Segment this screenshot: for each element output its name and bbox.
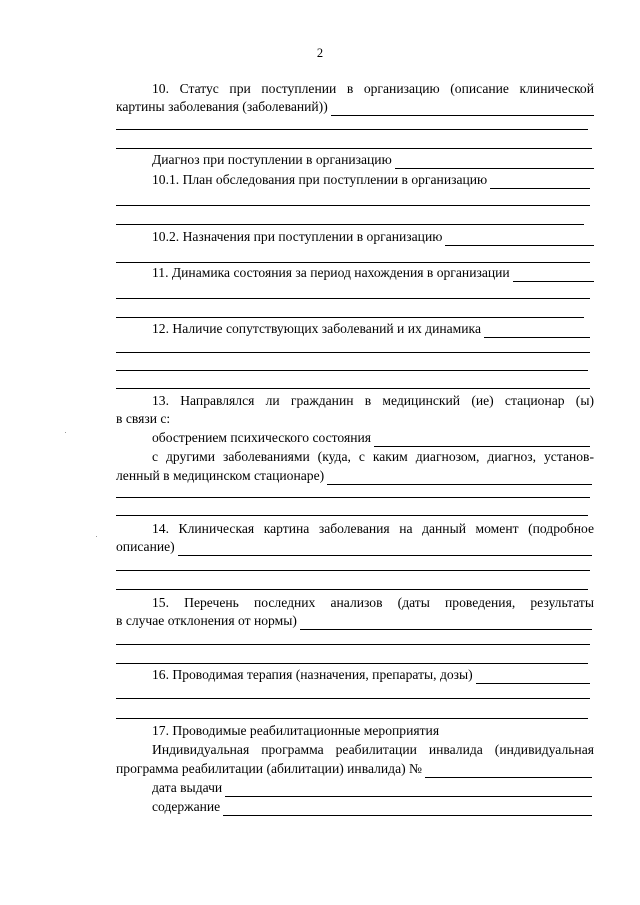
section-17-number-row (116, 760, 592, 778)
section-14-heading (152, 520, 594, 538)
section-12-answer-line[interactable] (116, 370, 588, 371)
section-10-2-row (152, 228, 594, 246)
section-11-answer-line[interactable] (116, 298, 590, 299)
section-17-date-label: дата выдачи (152, 780, 223, 795)
section-13-psych-label: обострением психического состояния (152, 430, 371, 445)
section-10-line2 (116, 98, 594, 116)
section-13-hospital-row (116, 467, 592, 485)
section-12-field[interactable] (484, 324, 590, 338)
section-10-2-field[interactable] (445, 232, 594, 246)
section-10-answer-line[interactable] (116, 129, 588, 130)
section-10-1-field[interactable] (490, 175, 590, 189)
section-10-1-answer-line[interactable] (116, 224, 584, 225)
diagnosis-label: Диагноз при поступлении в организацию (152, 152, 392, 167)
section-10-1-answer-line[interactable] (116, 205, 590, 206)
section-14-answer-line[interactable] (116, 589, 588, 590)
section-10-1-row (152, 171, 590, 189)
section-15-answer-line[interactable] (116, 644, 590, 645)
section-17-program-label: Индивидуальная программа реабилитации инвалида (индивидуальная (152, 742, 594, 757)
scan-speck (65, 432, 66, 433)
section-13-text-line1: 13. Направлялся ли гражданин в медицинский (ие) стационар (ы) (152, 393, 594, 408)
section-13-other-label: с другими заболеваниями (куда, с каким диагнозом, диагноз, установ- (152, 449, 594, 464)
section-17-content-field[interactable] (223, 802, 592, 816)
section-17-content-row (152, 798, 592, 816)
section-10-2-answer-line[interactable] (116, 262, 590, 263)
section-13-psych-field[interactable] (374, 433, 590, 447)
section-17-program-row (152, 741, 594, 759)
section-10-answer-field[interactable] (331, 102, 594, 116)
section-14-line2 (116, 538, 592, 556)
page-number: 2 (316, 46, 324, 60)
section-14-field[interactable] (178, 542, 592, 556)
section-10-text-line2: картины заболевания (заболеваний)) (116, 99, 328, 114)
section-10-heading (152, 80, 594, 98)
section-15-answer-line[interactable] (116, 663, 588, 664)
section-17-number-field[interactable] (425, 764, 592, 778)
section-17-number-label: программа реабилитации (абилитации) инвалида) № (116, 761, 423, 776)
section-14-text-line1: 14. Клиническая картина заболевания на данный момент (подробное (152, 521, 594, 536)
section-15-line2 (116, 612, 592, 630)
section-10-2-label: 10.2. Назначения при поступлении в организацию (152, 229, 443, 244)
section-12-label: 12. Наличие сопутствующих заболеваний и их динамика (152, 321, 481, 336)
section-13-hospital-label: ленный в медицинском стационаре) (116, 468, 325, 483)
section-14-text-line2: описание) (116, 539, 175, 554)
section-13-text-line2: в связи с: (116, 411, 171, 426)
section-11-field[interactable] (513, 268, 594, 282)
section-17-date-field[interactable] (225, 783, 592, 797)
section-15-heading (152, 594, 594, 612)
section-11-answer-line[interactable] (116, 317, 584, 318)
section-10-answer-line[interactable] (116, 148, 592, 149)
section-15-text-line2: в случае отклонения от нормы) (116, 613, 297, 628)
section-15-field[interactable] (300, 616, 592, 630)
section-13-psych-row (152, 429, 590, 447)
diagnosis-field[interactable] (395, 155, 594, 169)
section-16-row (152, 666, 590, 684)
section-11-row (152, 264, 594, 282)
section-16-answer-line[interactable] (116, 718, 588, 719)
section-10-1-label: 10.1. План обследования при поступлении в организацию (152, 172, 488, 187)
section-13-answer-line[interactable] (116, 515, 588, 516)
scan-speck (96, 536, 97, 537)
section-12-answer-line[interactable] (116, 352, 590, 353)
section-12-row (152, 320, 590, 338)
section-17-text-line1: 17. Проводимые реабилитационные мероприятия (152, 723, 440, 738)
section-12-answer-line[interactable] (116, 388, 590, 389)
section-13-heading (152, 392, 594, 410)
section-14-answer-line[interactable] (116, 570, 590, 571)
section-10-text-line1: 10. Статус при поступлении в организацию (описание клинической (152, 81, 594, 96)
section-17-date-row (152, 779, 592, 797)
section-16-label: 16. Проводимая терапия (назначения, препараты, дозы) (152, 667, 473, 682)
diagnosis-row (152, 151, 594, 169)
section-11-label: 11. Динамика состояния за период нахождения в организации (152, 265, 510, 280)
section-17-content-label: содержание (152, 799, 221, 814)
section-13-line2 (116, 410, 316, 428)
section-15-text-line1: 15. Перечень последних анализов (даты проведения, результаты (152, 595, 594, 610)
section-16-field[interactable] (476, 670, 590, 684)
section-16-answer-line[interactable] (116, 698, 590, 699)
section-17-heading (152, 722, 572, 740)
section-13-hospital-field[interactable] (327, 471, 592, 485)
section-13-other-row (152, 448, 594, 466)
section-13-answer-line[interactable] (116, 497, 590, 498)
